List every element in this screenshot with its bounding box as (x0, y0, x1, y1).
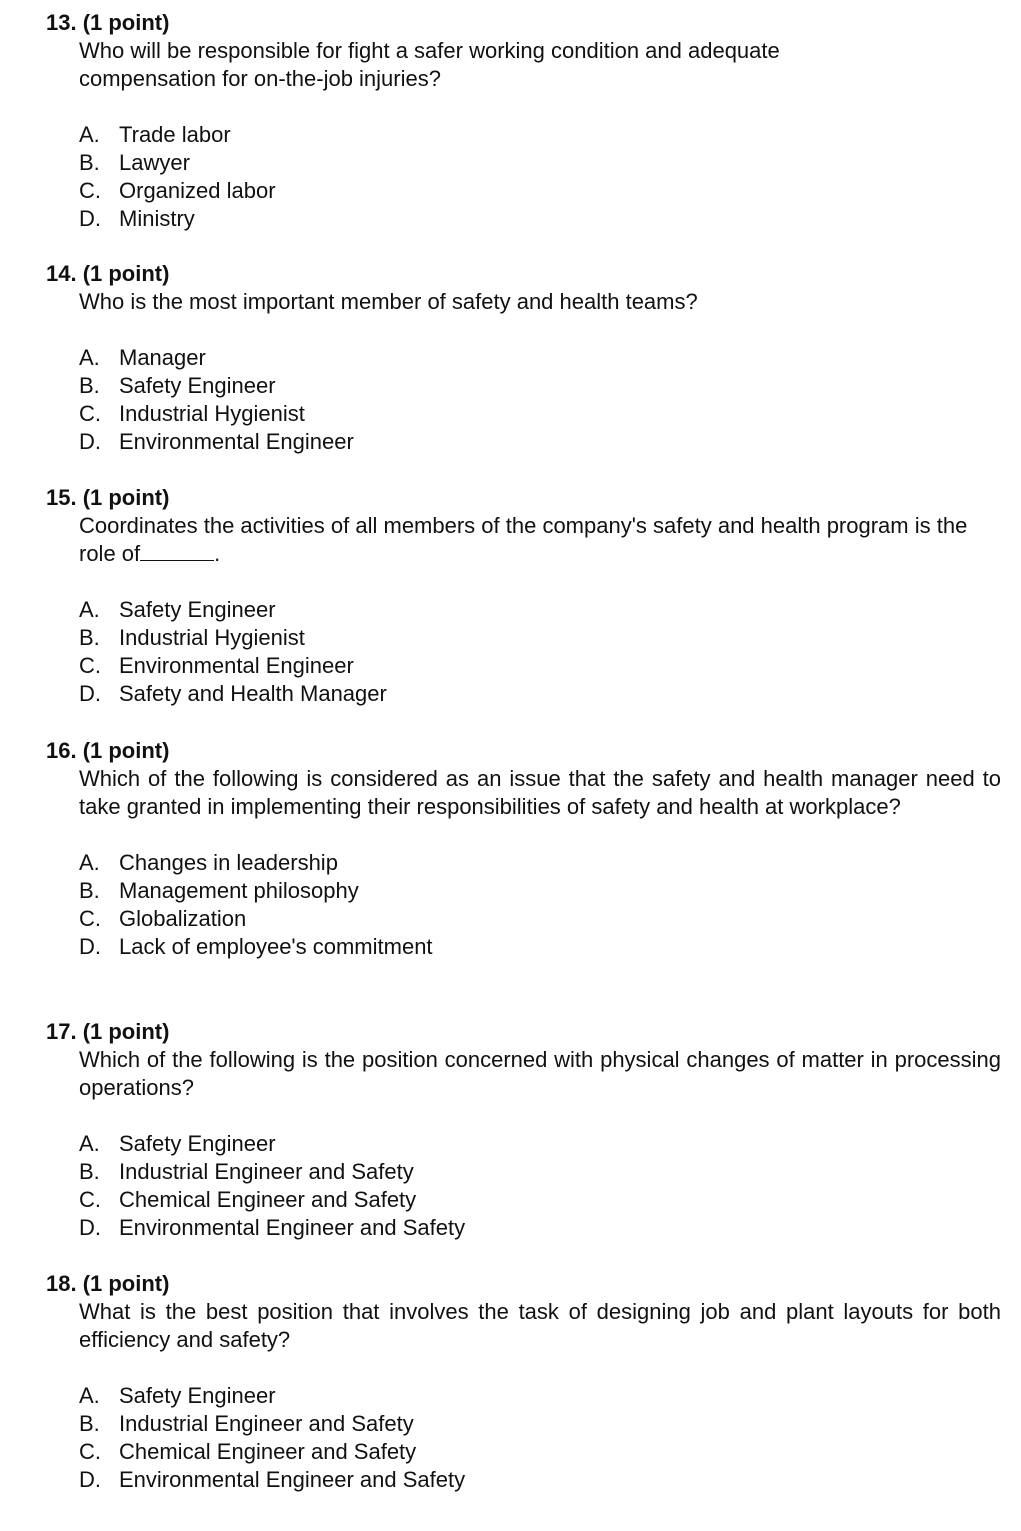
option-b[interactable]: B. Industrial Hygienist (79, 625, 305, 650)
option-d[interactable]: D. Environmental Engineer and Safety (79, 1215, 466, 1240)
question-heading: 16. (1 point) (46, 738, 170, 763)
question-text: What is the best position that involves the task of designing job and plant layouts for both efficiency and safety? (79, 1299, 1001, 1352)
option-a[interactable]: A. Changes in leadership (79, 850, 338, 875)
question-17 (46, 1018, 1006, 1242)
option-b[interactable]: B. Management philosophy (79, 878, 359, 903)
answer-options (79, 121, 1006, 233)
question-15 (46, 484, 1006, 708)
option-a[interactable]: A. Safety Engineer (79, 1131, 276, 1156)
question-heading: 13. (1 point) (46, 10, 170, 35)
question-text: Who will be responsible for fight a safer working condition and adequate compensation for on-the-job injuries? (79, 38, 780, 91)
answer-options (79, 344, 1006, 456)
option-a[interactable]: A. Safety Engineer (79, 1383, 276, 1408)
question-heading: 18. (1 point) (46, 1271, 170, 1296)
answer-blank (140, 542, 214, 561)
question-text: Coordinates the activities of all members of the company's safety and health program is the role of . (79, 513, 968, 566)
option-c[interactable]: C. Industrial Hygienist (79, 401, 305, 426)
option-c[interactable]: C. Globalization (79, 906, 247, 931)
question-18 (46, 1270, 1006, 1494)
option-b[interactable]: B. Safety Engineer (79, 373, 276, 398)
answer-options (79, 596, 1006, 708)
answer-options (79, 1382, 1006, 1494)
question-heading: 14. (1 point) (46, 261, 170, 286)
option-a[interactable]: A. Safety Engineer (79, 597, 276, 622)
question-14 (46, 260, 1006, 456)
question-text: Which of the following is the position concerned with physical changes of matter in processing operations? (79, 1047, 1001, 1100)
question-heading: 15. (1 point) (46, 485, 170, 510)
option-b[interactable]: B. Lawyer (79, 150, 190, 175)
question-13 (46, 9, 1006, 233)
question-16 (46, 737, 1006, 961)
option-b[interactable]: B. Industrial Engineer and Safety (79, 1411, 414, 1436)
answer-options (79, 1130, 1006, 1242)
option-d[interactable]: D. Environmental Engineer and Safety (79, 1467, 466, 1492)
question-text: Which of the following is considered as an issue that the safety and health manager need to take granted in implementing their responsibilities of safety and health at workplace? (79, 766, 1001, 819)
option-d[interactable]: D. Environmental Engineer (79, 429, 354, 454)
answer-options (79, 849, 1006, 961)
option-c[interactable]: C. Organized labor (79, 178, 276, 203)
option-a[interactable]: A. Manager (79, 345, 206, 370)
option-d[interactable]: D. Safety and Health Manager (79, 681, 387, 706)
option-d[interactable]: D. Ministry (79, 206, 195, 231)
question-heading: 17. (1 point) (46, 1019, 170, 1044)
option-c[interactable]: C. Environmental Engineer (79, 653, 354, 678)
option-b[interactable]: B. Industrial Engineer and Safety (79, 1159, 414, 1184)
option-a[interactable]: A. Trade labor (79, 122, 231, 147)
option-d[interactable]: D. Lack of employee's commitment (79, 934, 433, 959)
option-c[interactable]: C. Chemical Engineer and Safety (79, 1187, 417, 1212)
question-text: Who is the most important member of safety and health teams? (79, 289, 698, 314)
option-c[interactable]: C. Chemical Engineer and Safety (79, 1439, 417, 1464)
